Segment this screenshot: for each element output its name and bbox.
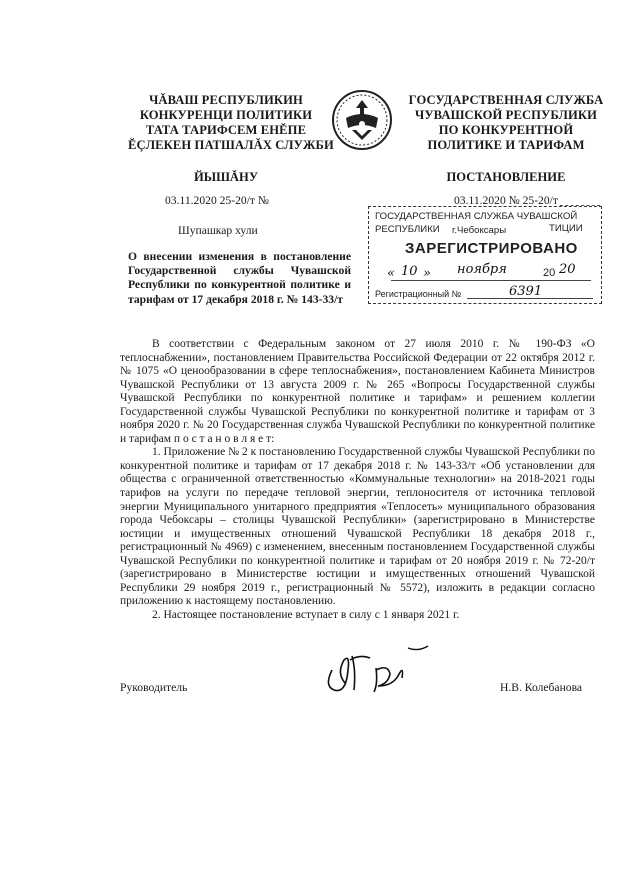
stamp-reg-underline [467, 298, 593, 299]
header-left-line-1: ЧĂВАШ РЕСПУБЛИКИН [149, 93, 303, 107]
stamp-registered-title: ЗАРЕГИСТРИРОВАНО [405, 240, 578, 257]
document-body [120, 338, 595, 622]
document-subject: О внесении изменения в постановление Государственной службы Чувашской Республики по конкурентной политике и тарифам от 17 декабря 2018 г. № 143-33/т [128, 250, 351, 306]
stamp-line-2-mid: г.Чебоксары [452, 225, 507, 236]
stamp-day: 10 [401, 264, 418, 279]
header-right-line-3: ПО КОНКУРЕНТНОЙ [438, 123, 574, 137]
handwritten-signature [318, 640, 438, 700]
date-number-left: 03.11.2020 25-20/т № [165, 194, 269, 207]
header-left-line-2: КОНКУРЕНЦИ ПОЛИТИКИ [139, 108, 313, 122]
stamp-line-1: ГОСУДАРСТВЕННАЯ СЛУЖБА ЧУВАШСКОЙ [375, 211, 578, 222]
date-number-right: 03.11.2020 № 25-20/т [454, 194, 558, 207]
stamp-date-underline [391, 280, 591, 281]
stamp-quote-open: « [387, 266, 395, 281]
emblem-icon [330, 88, 394, 152]
signatory-title: Руководитель [120, 681, 188, 694]
header-right-line-2: ЧУВАШСКОЙ РЕСПУБЛИКИ [414, 108, 597, 122]
header-left-line-3: ТАТА ТАРИФСЕМ ЕНĔПЕ [145, 123, 307, 137]
stamp-month: ноября [457, 262, 507, 277]
doc-type-russian: ПОСТАНОВЛЕНИЕ [446, 170, 566, 184]
header-right-line-4: ПОЛИТИКЕ И ТАРИФАМ [427, 138, 585, 152]
stamp-quote-close: » [423, 266, 431, 281]
stamp-reg-label: Регистрационный № [375, 289, 462, 299]
body-paragraph-1: В соответствии с Федеральным законом от 27 июля 2010 г. № 190-ФЗ «О теплоснабжении», постановлением Правительства Российской Федерации от 22 октября 2012 г. № 1075 «О ценообразовании в сфере теплоснабжения», постановлением Кабинета Министров Чувашской Республики от 13 августа 2009 г. № 265 «Вопросы Государственной службы Чувашской Республики по конкурентной политике и тарифам» и решением коллегии Государственной службы Чувашской Республики по конкурентной политике и тарифам от 3 ноября 2020 г. № 20 Государственная служба Чувашской Республики по конкурентной политике и тарифам п о с т а н о в л я е т: [120, 338, 595, 445]
header-right-line-1: ГОСУДАРСТВЕННАЯ СЛУЖБА [408, 93, 604, 107]
body-paragraph-3: 2. Настоящее постановление вступает в силу с 1 января 2021 г. [152, 608, 460, 621]
stamp-reg-number: 6391 [509, 284, 543, 299]
stamp-year-prefix: 20 [543, 267, 556, 279]
stamp-line-2-left: РЕСПУБЛИКИ [375, 224, 440, 235]
doc-type-chuvash: ЙЫШĂНУ [193, 170, 259, 184]
signatory-name: Н.В. Колебанова [500, 681, 583, 694]
city-chuvash: Шупашкар хули [178, 224, 258, 237]
header-left [128, 93, 334, 153]
stamp-year: 20 [559, 262, 576, 277]
body-paragraph-2: 1. Приложение № 2 к постановлению Государственной службы Чувашской Республики по конкурентной политике и тарифам от 17 декабря 2018 г. № 143-33/т «Об установлении для общества с ограниченной ответственностью «Коммунальные технологии» на 2018-2021 годы тарифов на услуги по передаче тепловой энергии, теплоносителя от источника тепловой энергии Муниципального унитарного предприятия «Теплосеть» муниципального образования города Чебоксары – столицы Чувашской Республики» (зарегистрировано в Министерстве юстиции и имущественных отношений Чувашской Республики 18 декабря 2018 г., регистрационный № 4969) с изменением, внесенным постановлением Государственной службы Чувашской Республики по конкурентной политике и тарифам от 20 ноября 2019 г. № 72-20/т (зарегистрировано в Министерстве юстиции и имущественных отношений Чувашской Республики 29 ноября 2019 г., регистрационный № 5572), изложить в редакции согласно приложению к настоящему постановлению. [120, 446, 595, 608]
registration-stamp [368, 206, 602, 304]
stamp-line-2-right: ТИЦИИ [549, 223, 583, 234]
header-right [408, 93, 604, 153]
header-left-line-4: ĔÇЛЕКЕН ПАТШАЛĂХ СЛУЖБИ [128, 138, 334, 152]
